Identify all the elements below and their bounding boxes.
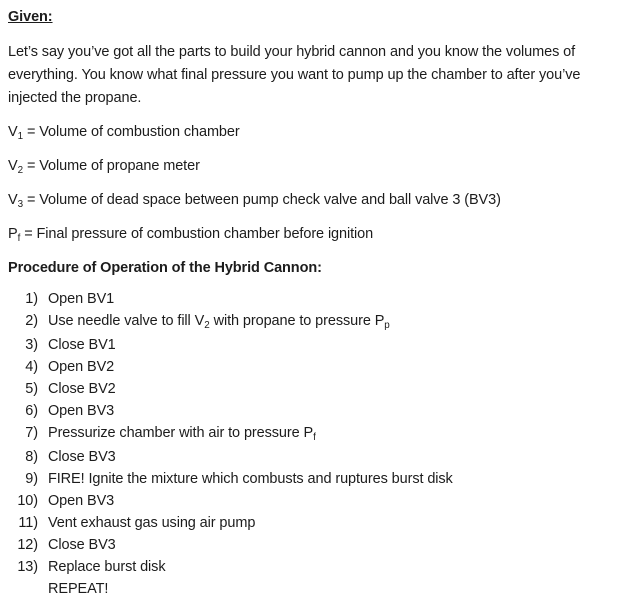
step-text: Close BV3 [48,449,116,465]
definition-subscript: 1 [17,130,24,142]
procedure-step-11 [8,512,628,534]
definition-text: = Volume of combustion chamber [23,124,240,140]
definition-subscript: 2 [17,164,24,176]
step-number: 12) [17,537,38,553]
step-text: Replace burst disk [48,559,166,575]
procedure-list [8,288,628,600]
step-text: Close BV1 [48,337,116,353]
given-heading: Given: [8,9,53,25]
definition-pf [8,223,628,247]
procedure-step-5 [8,378,628,400]
step-number: 11) [18,515,38,531]
procedure-step-12 [8,534,628,556]
definition-v1 [8,121,628,145]
step-number: 13) [17,559,38,575]
definition-symbol: P [8,226,18,242]
procedure-step-8 [8,446,628,468]
step-text: Open BV1 [48,291,115,307]
procedure-step-7 [8,422,628,446]
intro-line-2: everything. You know what final pressure you want to pump up the chamber to after you’ve [8,67,581,83]
procedure-step-9 [8,468,628,490]
step-text: with propane to pressure P [209,313,385,329]
step-number: 4) [25,359,38,375]
step-number: 7) [25,425,38,441]
step-number: 2) [25,313,38,329]
step-number: 10) [17,493,38,509]
step-text: Vent exhaust gas using air pump [48,515,256,531]
step-text: Use needle valve to fill V [48,313,205,329]
step-number: 5) [25,381,38,397]
step-text: Open BV3 [48,493,115,509]
step-number: 9) [25,471,38,487]
step-text: Close BV2 [48,381,116,397]
definition-v3 [8,189,628,213]
procedure-step-4 [8,356,628,378]
step-text: FIRE! Ignite the mixture which combusts and ruptures burst disk [48,471,453,487]
procedure-step-10 [8,490,628,512]
definition-subscript: f [17,232,21,244]
step-text: Close BV3 [48,537,116,553]
definition-text: = Volume of propane meter [23,158,200,174]
intro-line-3: injected the propane. [8,90,142,106]
procedure-step-6 [8,400,628,422]
step-subscript: p [384,319,390,331]
step-number: 1) [25,291,38,307]
intro-paragraph [8,41,628,110]
step-text: Open BV2 [48,359,115,375]
step-number: 6) [25,403,38,419]
procedure-step-3 [8,334,628,356]
definition-text: = Final pressure of combustion chamber before ignition [20,226,374,242]
step-number: 8) [25,449,38,465]
procedure-heading: Procedure of Operation of the Hybrid Cannon: [8,260,322,276]
step-text: Open BV3 [48,403,115,419]
repeat-line: REPEAT! [48,581,109,597]
definition-symbol: V [8,124,18,140]
step-subscript: f [313,431,316,443]
definition-subscript: 3 [17,198,24,210]
procedure-step-13 [8,556,628,578]
step-subscript: 2 [204,319,210,331]
intro-line-1: Let’s say you’ve got all the parts to build your hybrid cannon and you know the volumes of [8,44,576,60]
step-text: Pressurize chamber with air to pressure P [48,425,314,441]
definition-symbol: V [8,158,18,174]
definition-text: = Volume of dead space between pump check valve and ball valve 3 (BV3) [23,192,501,208]
step-number: 3) [25,337,38,353]
definition-v2 [8,155,628,179]
procedure-step-2 [8,310,628,334]
definition-symbol: V [8,192,18,208]
procedure-step-1 [8,288,628,310]
